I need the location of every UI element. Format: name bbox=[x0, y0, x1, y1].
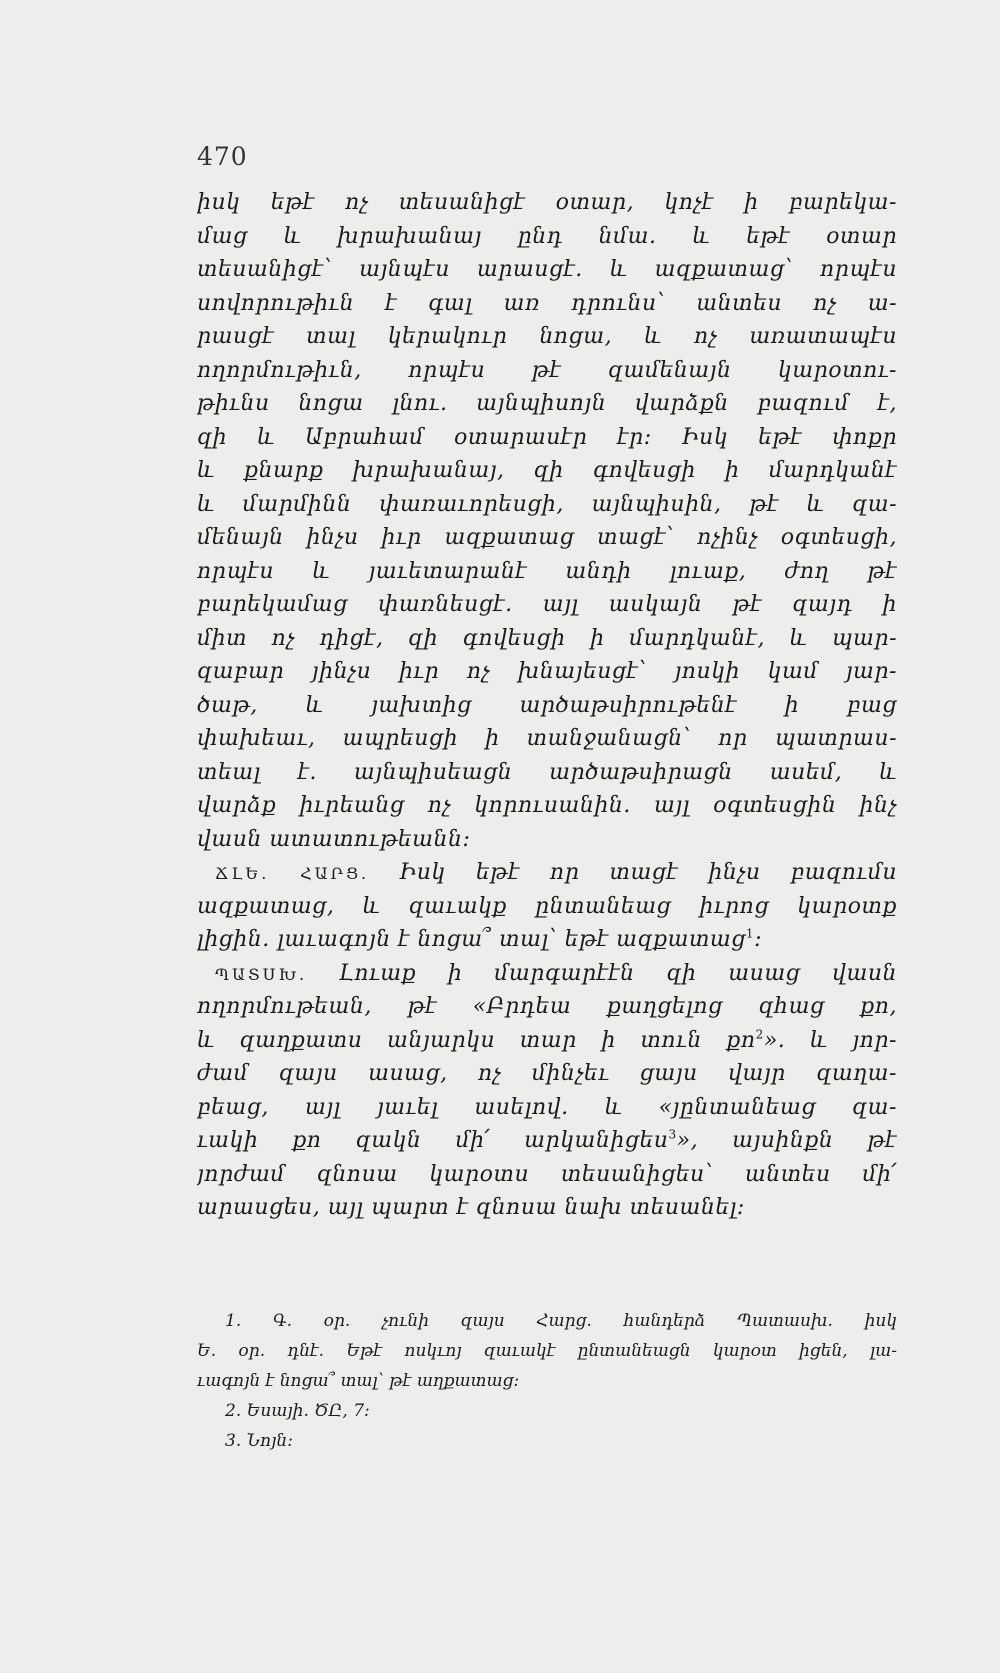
footnote: 2. Եսայի. ԾԸ, 7։ bbox=[225, 1401, 370, 1421]
text-line: և մարմինն փառաւորեսցի, այնպիսին, թէ և զա- bbox=[197, 491, 897, 517]
text-line: միտ ոչ դիցէ, զի գովեսցի ի մարդկանէ, և պար- bbox=[197, 625, 897, 651]
footnote: 3. Նոյն։ bbox=[225, 1431, 293, 1451]
answer-text: », այսինքն թէ bbox=[676, 1128, 897, 1153]
footnote: ւագոյն է նոցա՞ տալ՝ թէ աղքատաց։ bbox=[197, 1371, 520, 1391]
answer-text: ». և յոր- bbox=[763, 1027, 897, 1053]
text-line: սովորութիւն է գալ առ դրունս՝ անտես ոչ ա- bbox=[197, 290, 897, 316]
answer-text: ւակի քո զակն մի՛ արկանիցես bbox=[197, 1128, 669, 1153]
footnote: Ե. օր. դնէ. Եթէ ոսկւոյ զաւակէ ընտանեացն կարօտ իցեն, լա- bbox=[197, 1341, 897, 1361]
footnote-ref: 1 bbox=[745, 926, 755, 941]
text-line: փախեաւ, ապրեսցի ի տանջանացն՝ որ պատրաս- bbox=[197, 726, 897, 751]
text-line: տեսանիցէ՝ այնպէս արասցէ. և ազքատաց՝ որպէս bbox=[197, 257, 897, 282]
text-line: բեաց, այլ յաւել ասելով. և «յընտանեաց զա- bbox=[197, 1094, 897, 1120]
text-line: ողորմութիւն, որպէս թէ զամենայն կարօտու- bbox=[197, 357, 897, 383]
text-line: մենայն ինչս իւր ազքատաց տացէ՝ ոչինչ օգտեսցի, bbox=[197, 525, 897, 550]
text-line: յորժամ զնոսա կարօտս տեսանիցես՝ անտես մի՛ bbox=[197, 1161, 897, 1187]
answer-heading: ՊԱՏՍԽ. bbox=[215, 964, 308, 984]
text-line: և քնարք խրախանայ, զի գովեսցի ի մարդկանէ bbox=[197, 458, 897, 483]
answer-text: Լուաք ի մարգարէէն զի ասաց վասն bbox=[338, 960, 897, 986]
footnote: 1. Գ. օր. չունի զայս Հարց. հանդերձ Պատասխ. իսկ bbox=[225, 1311, 897, 1331]
text-line bbox=[197, 1124, 897, 1158]
text-line: րասցէ տալ կերակուր նոցա, և ոչ առատապէս bbox=[197, 324, 897, 349]
text-line: ողորմութեան, թէ «Բրդեա քաղցելոց զհաց քո, bbox=[197, 994, 897, 1019]
question-heading-line bbox=[197, 856, 897, 890]
text-line: թիւնս նոցա լնու. այնպիսոյն վարձքն բազում է, bbox=[197, 391, 897, 416]
answer-heading-line bbox=[197, 957, 897, 991]
footnote-ref: 2 bbox=[755, 1027, 764, 1042]
answer-text: և զաղքատս անյարկս տար ի տուն քո bbox=[197, 1027, 756, 1053]
text-line bbox=[197, 1024, 897, 1058]
question-text: Իսկ եթէ որ տացէ ինչս բազումս bbox=[399, 860, 897, 885]
question-heading: ՃԼԵ. ՀԱՐՑ. bbox=[215, 864, 370, 883]
text-line: ծաթ, և յախտից արծաթսիրութենէ ի բաց bbox=[197, 692, 897, 718]
text-line: արասցես, այլ պարտ է զնոսա նախ տեսանել։ bbox=[197, 1195, 745, 1220]
question-text: լիցին. լաւագոյն է նոցա՞ տալ՝ եթէ ազքատաց bbox=[197, 927, 746, 952]
text-line: բարեկամաց փառնեսցէ. այլ ասկայն թէ զայդ ի bbox=[197, 592, 897, 617]
footnotes bbox=[197, 1306, 897, 1456]
text-line: լիցին. լաւագոյն է նոցա՞ տալ՝ եթէ ազքատաց$^1$։ bbox=[197, 926, 763, 952]
text-line: տեալ է. այնպիսեացն արծաթսիրացն ասեմ, և bbox=[197, 759, 897, 785]
text-line: ազքատաց, և զաւակք ընտանեաց իւրոց կարօտք bbox=[197, 893, 897, 919]
text-line: որպէս և յաւետարանէ անդի լուաք, ժող թէ bbox=[197, 558, 897, 584]
text-line: զաբար յինչս իւր ոչ խնայեսցէ՝ յոսկի կամ յար- bbox=[197, 659, 897, 684]
text-line: ժամ զայս ասաց, ոչ մինչեւ ցայս վայր զաղա- bbox=[197, 1061, 897, 1086]
text-line: իսկ եթէ ոչ տեսանիցէ օտար, կոչէ ի բարեկա- bbox=[197, 190, 897, 215]
text-line: մաց և խրախանայ ընդ նմա. և եթէ օտար bbox=[197, 223, 897, 249]
footnote-ref: 3 bbox=[668, 1127, 677, 1142]
text-line: զի և Աբրահամ օտարասէր էր։ Իսկ եթէ փոքր bbox=[197, 424, 897, 450]
text-line: վարձք իւրեանց ոչ կորուսանին. այլ օգտեսցին ինչ bbox=[197, 793, 897, 818]
body-text bbox=[197, 186, 897, 1225]
page-number: 470 bbox=[197, 142, 248, 171]
text-line: վասն ատատութեանն։ bbox=[197, 826, 471, 852]
